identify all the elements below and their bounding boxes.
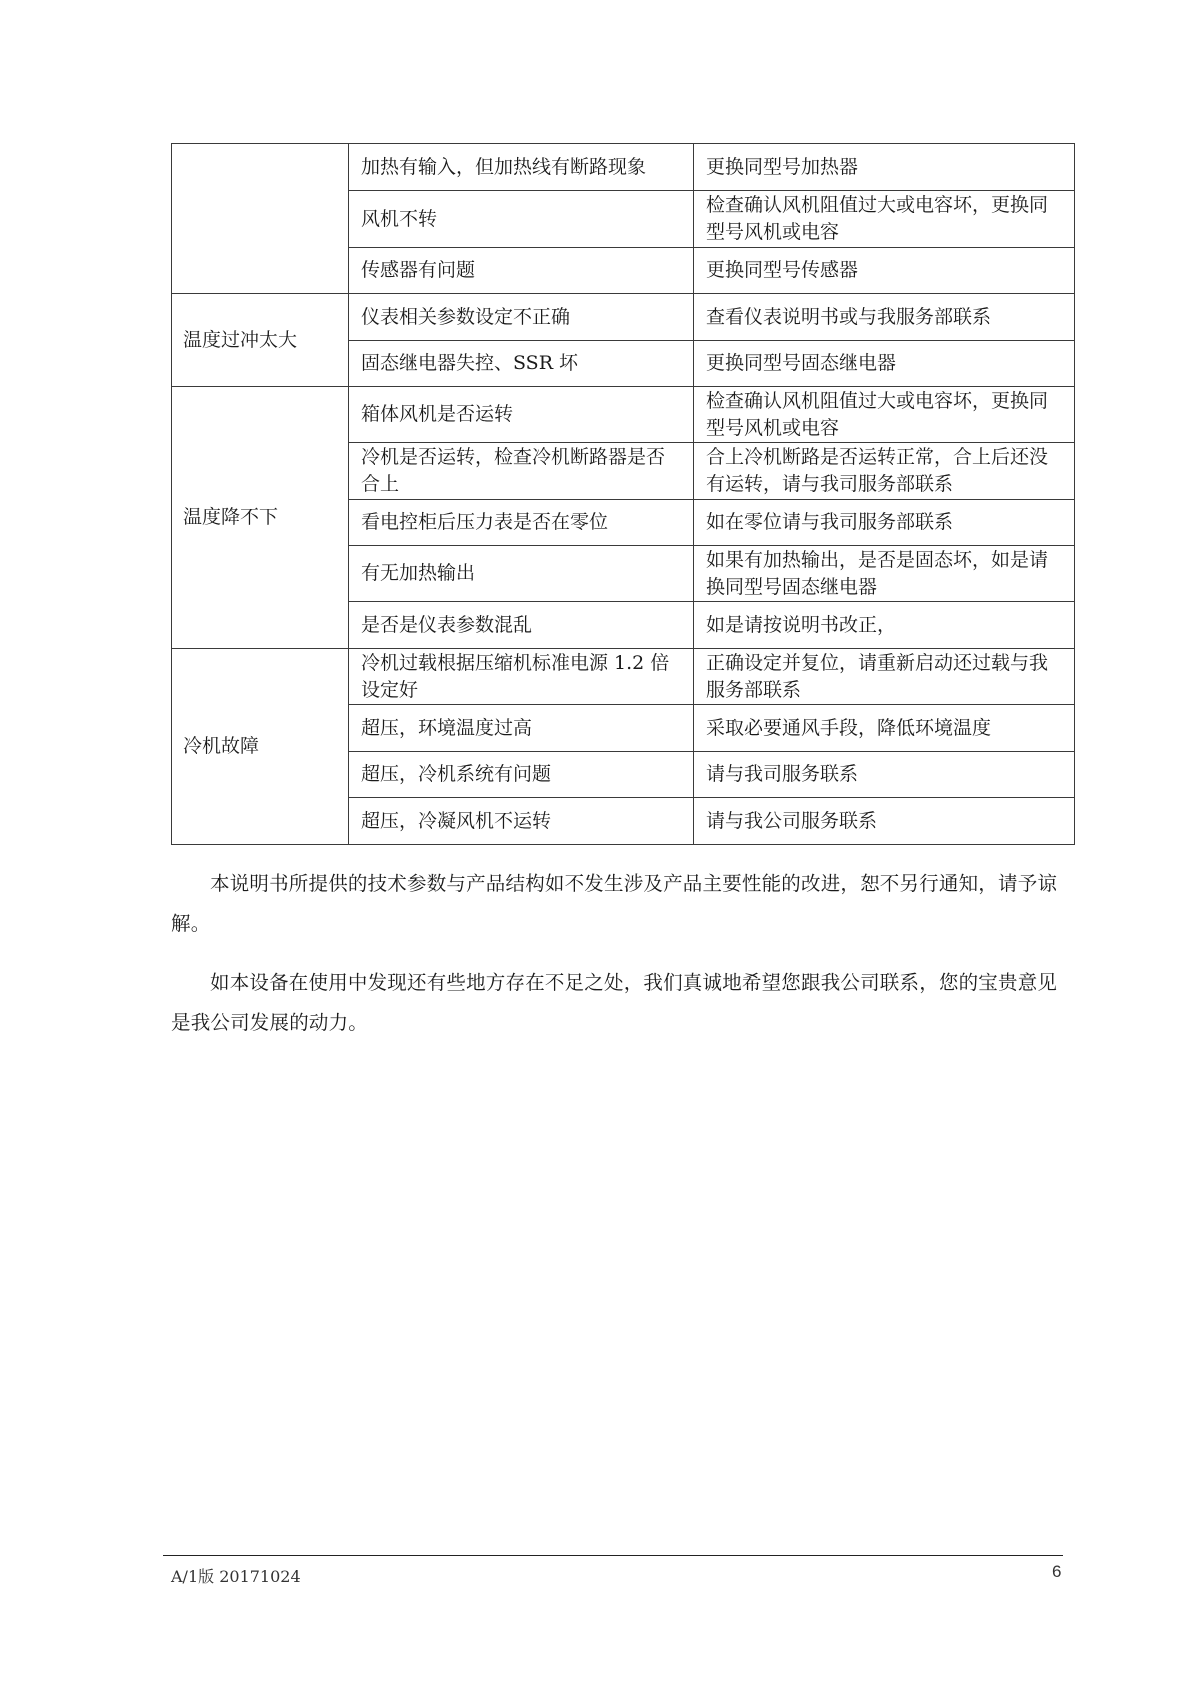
fix-cell: 如在零位请与我司服务部联系	[694, 500, 1075, 546]
cause-cell: 仪表相关参数设定不正确	[349, 294, 694, 341]
cause-cell: 超压，冷机系统有问题	[349, 752, 694, 798]
table-row	[172, 387, 1075, 443]
fault-table	[171, 143, 1075, 845]
cause-cell: 风机不转	[349, 191, 694, 248]
category-cell: 温度降不下	[172, 387, 349, 649]
table-row	[172, 294, 1075, 341]
fix-cell: 如果有加热输出，是否是固态坏，如是请换同型号固态继电器	[694, 546, 1075, 602]
fix-cell: 采取必要通风手段，降低环境温度	[694, 705, 1075, 752]
cause-cell: 超压，环境温度过高	[349, 705, 694, 752]
cause-cell: 冷机过载根据压缩机标准电源 1.2 倍设定好	[349, 649, 694, 705]
cause-cell: 冷机是否运转，检查冷机断路器是否合上	[349, 443, 694, 500]
fix-cell: 请与我公司服务联系	[694, 798, 1075, 845]
fix-cell: 合上冷机断路是否运转正常，合上后还没有运转，请与我司服务部联系	[694, 443, 1075, 500]
category-cell: 温度过冲太大	[172, 294, 349, 387]
fix-cell: 查看仪表说明书或与我服务部联系	[694, 294, 1075, 341]
cause-cell: 传感器有问题	[349, 248, 694, 294]
table-row	[172, 649, 1075, 705]
category-cell	[172, 144, 349, 294]
fix-cell: 检查确认风机阻值过大或电容坏，更换同型号风机或电容	[694, 387, 1075, 443]
category-cell: 冷机故障	[172, 649, 349, 845]
fix-cell: 更换同型号固态继电器	[694, 341, 1075, 387]
fix-cell: 请与我司服务联系	[694, 752, 1075, 798]
page-number: 6	[1052, 1562, 1062, 1581]
fix-cell: 检查确认风机阻值过大或电容坏，更换同型号风机或电容	[694, 191, 1075, 248]
footer-version: A/1版 20171024	[171, 1567, 301, 1586]
fix-cell: 更换同型号传感器	[694, 248, 1075, 294]
note-paragraph-1: 本说明书所提供的技术参数与产品结构如不发生涉及产品主要性能的改进，恕不另行通知，请予谅解。	[171, 872, 1058, 935]
cause-cell: 看电控柜后压力表是否在零位	[349, 500, 694, 546]
cause-cell: 有无加热输出	[349, 546, 694, 602]
fix-cell: 更换同型号加热器	[694, 144, 1075, 191]
fix-cell: 正确设定并复位，请重新启动还过载与我服务部联系	[694, 649, 1075, 705]
cause-cell: 加热有输入，但加热线有断路现象	[349, 144, 694, 191]
cause-cell: 超压，冷凝风机不运转	[349, 798, 694, 845]
table-row	[172, 144, 1075, 191]
cause-cell: 箱体风机是否运转	[349, 387, 694, 443]
cause-cell: 固态继电器失控、SSR 坏	[349, 341, 694, 387]
note-paragraph-2: 如本设备在使用中发现还有些地方存在不足之处，我们真诚地希望您跟我公司联系，您的宝贵意见是我公司发展的动力。	[171, 971, 1058, 1034]
fix-cell: 如是请按说明书改正，	[694, 602, 1075, 649]
footer-divider	[163, 1555, 1063, 1556]
cause-cell: 是否是仪表参数混乱	[349, 602, 694, 649]
